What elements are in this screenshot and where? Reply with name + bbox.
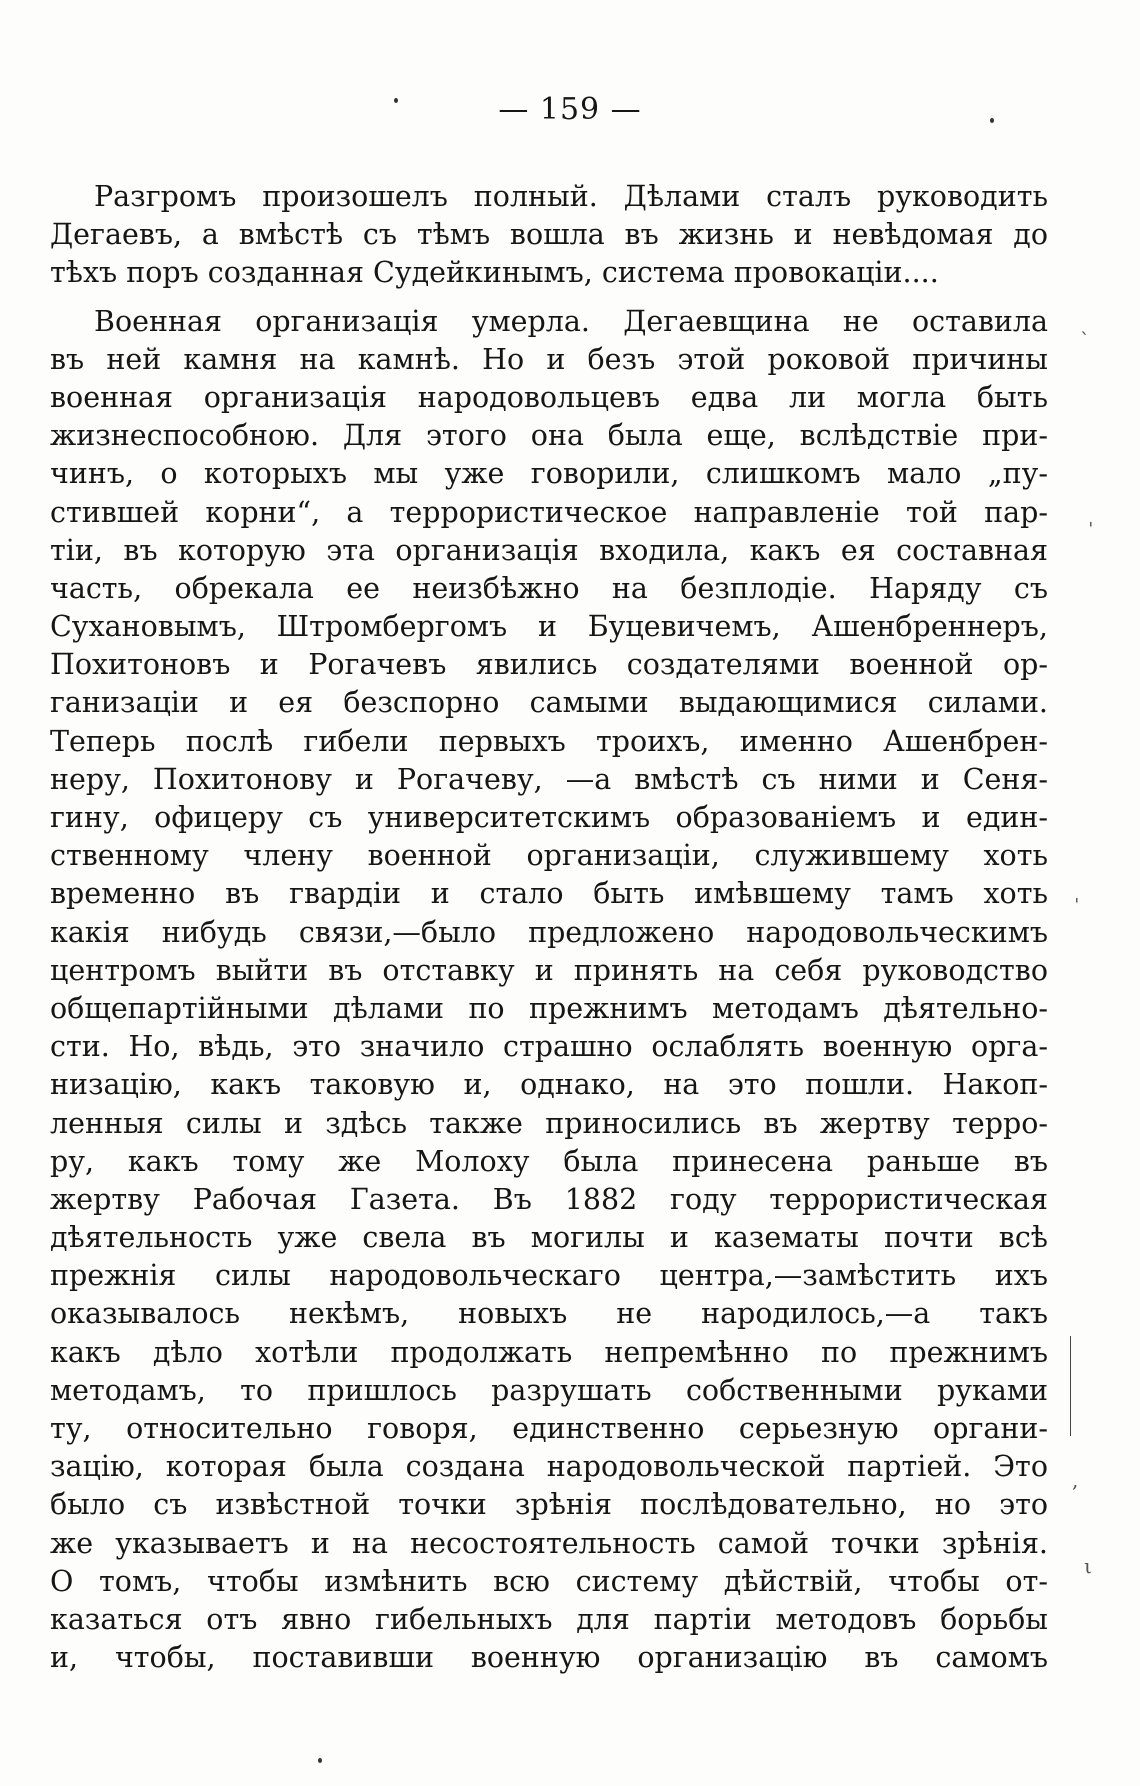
text-line: прежнія силы народовольческаго центра,—замѣстить ихъ	[50, 1259, 1048, 1293]
margin-mark: ι	[1084, 1554, 1092, 1578]
text-line: ственному члену военной организаціи, служившему хоть	[50, 839, 1048, 873]
scan-speck	[394, 98, 398, 103]
text-line: же указываетъ и на несостоятельность самой точки зрѣнія.	[50, 1526, 1048, 1560]
margin-bracket	[1070, 1336, 1071, 1436]
text-line: Похитоновъ и Рогачевъ явились создателями военной ор-	[50, 648, 1048, 682]
text-line: какъ дѣло хотѣли продолжать непремѣнно по прежнимъ	[50, 1335, 1048, 1369]
text-line: методамъ, то пришлось разрушать собственными руками	[50, 1373, 1048, 1407]
scan-speck	[318, 1758, 322, 1763]
text-line: стившей корни“, а террористическое направленіе той пар-	[50, 495, 1048, 529]
text-line: ту, относительно говоря, единственно серьезную органи-	[50, 1412, 1048, 1445]
text-line: Дегаевъ, а вмѣстѣ съ тѣмъ вошла въ жизнь и невѣдомая до	[50, 218, 1048, 252]
text-line: ганизаціи и ея безспорно самыми выдающимися силами.	[50, 686, 1048, 720]
text-line: центромъ выйти въ отставку и принять на себя руководство	[50, 953, 1048, 987]
text-line: зацію, которая была создана народовольческой партіей. Это	[50, 1450, 1048, 1484]
text-line: Сухановымъ, Штромбергомъ и Буцевичемъ, Ашенбреннеръ,	[50, 610, 1048, 644]
text-line: военная организація народовольцевъ едва ли могла быть	[50, 380, 1048, 414]
text-line: въ ней камня на камнѣ. Но и безъ этой роковой причины	[50, 342, 1048, 376]
text-line: гину, офицеру съ университетскимъ образованіемъ и един-	[50, 801, 1048, 834]
text-line: ру, какъ тому же Молоху была принесена раньше въ	[50, 1144, 1048, 1178]
text-line: какія нибудь связи,—было предложено народовольческимъ	[50, 915, 1048, 949]
scan-speck	[990, 118, 994, 123]
text-line: оказывалось некѣмъ, новыхъ не народилось,—а такъ	[50, 1297, 1048, 1331]
margin-mark: ,	[1072, 1468, 1079, 1492]
text-line: тіи, въ которую эта организація входила, какъ ея составная	[50, 533, 1048, 567]
text-line: часть, обрекала ее неизбѣжно на безплодіе. Наряду съ	[50, 571, 1048, 605]
margin-mark: ˈ	[1074, 894, 1080, 918]
text-line: О томъ, чтобы измѣнить всю систему дѣйствій, чтобы от-	[50, 1564, 1048, 1598]
text-line: казаться отъ явно гибельныхъ для партіи методовъ борьбы	[50, 1602, 1048, 1636]
body-text	[50, 178, 1048, 1677]
text-line: тѣхъ поръ созданная Судейкинымъ, система провокаціи....	[50, 256, 939, 290]
paragraph-2	[50, 303, 1048, 1678]
text-line: Теперь послѣ гибели первыхъ троихъ, именно Ашенбрен-	[50, 724, 1048, 758]
text-line: дѣятельность уже свела въ могилы и казематы почти всѣ	[50, 1221, 1048, 1255]
margin-mark: ˈ	[1088, 518, 1094, 542]
text-line: жертву Рабочая Газета. Въ 1882 году террористическая	[50, 1182, 1048, 1216]
text-line: неру, Похитонову и Рогачеву, —а вмѣстѣ съ ними и Сеня-	[50, 762, 1048, 796]
text-line: было съ извѣстной точки зрѣнія послѣдовательно, но это	[50, 1488, 1048, 1522]
text-line: Разгромъ произошелъ полный. Дѣлами сталъ руководить	[94, 180, 1048, 213]
text-line: и, чтобы, поставивши военную организацію въ самомъ	[50, 1641, 1048, 1675]
page-number: — 159 —	[498, 92, 642, 127]
text-line: чинъ, о которыхъ мы уже говорили, слишкомъ мало „пу-	[50, 457, 1048, 491]
text-line: ленныя силы и здѣсь также приносились въ жертву терро-	[50, 1106, 1048, 1140]
text-line: Военная организація умерла. Дегаевщина не оставила	[94, 304, 1048, 338]
text-line: жизнеспособною. Для этого она была еще, вслѣдствіе при-	[50, 419, 1048, 453]
text-line: общепартійными дѣлами по прежнимъ методамъ дѣятельно-	[50, 991, 1048, 1025]
text-line: сти. Но, вѣдь, это значило страшно ослаблять военную орга-	[50, 1030, 1048, 1064]
text-line: временно въ гвардіи и стало быть имѣвшему тамъ хоть	[50, 877, 1048, 911]
paragraph-1	[50, 178, 1048, 293]
margin-mark: ˋ	[1080, 328, 1090, 352]
text-line: низацію, какъ таковую и, однако, на это пошли. Накоп-	[50, 1068, 1048, 1102]
